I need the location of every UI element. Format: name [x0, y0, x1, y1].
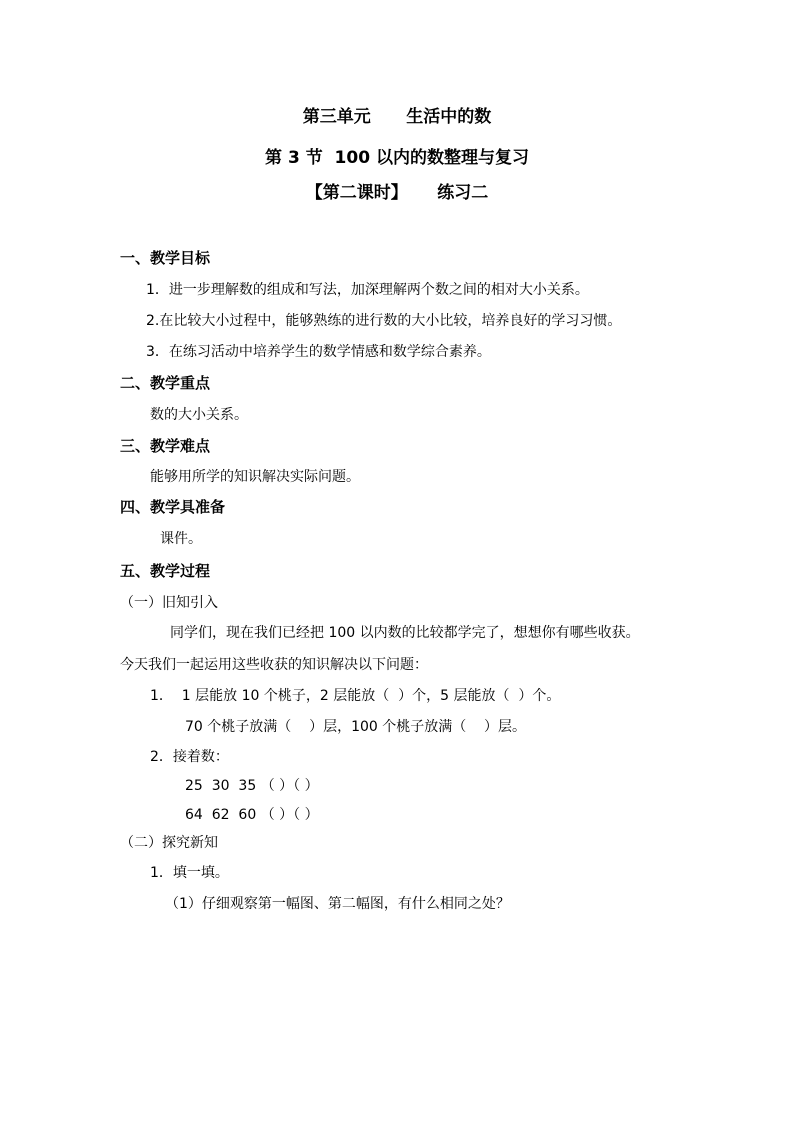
objective-item: 3．在练习活动中培养学生的数学情感和数学综合素养。 — [146, 344, 491, 360]
materials-text: 课件。 — [160, 531, 202, 547]
objective-item: 1．进一步理解数的组成和写法，加深理解两个数之间的相对大小关系。 — [146, 282, 589, 298]
question-1-line: 1． 1 层能放 10 个桃子，2 层能放（ ）个，5 层能放（ ）个。 — [150, 688, 561, 704]
key-points-heading: 二、教学重点 — [120, 374, 211, 392]
question-2-label: 2．接着数： — [150, 749, 229, 765]
process-part2-item: 1．填一填。 — [150, 865, 229, 881]
process-intro-line: 同学们，现在我们已经把 100 以内数的比较都学完了，想想你有哪些收获。 — [170, 625, 640, 641]
process-intro-line: 今天我们一起运用这些收获的知识解决以下问题： — [120, 657, 428, 673]
number-sequence: 25 30 35 （ ）（ ） — [185, 778, 319, 794]
number-sequence: 64 62 60 （ ）（ ） — [185, 807, 319, 823]
process-part2-label: （二）探究新知 — [120, 835, 218, 851]
lesson-title: 【第二课时】 练习二 — [305, 183, 489, 203]
section-title: 第 3 节 100 以内的数整理与复习 — [265, 148, 529, 168]
process-part2-subitem: （1）仔细观察第一幅图、第二幅图，有什么相同之处？ — [165, 896, 510, 912]
materials-heading: 四、教学具准备 — [120, 498, 226, 516]
process-heading: 五、教学过程 — [120, 562, 211, 580]
key-points-text: 数的大小关系。 — [150, 407, 248, 423]
objective-item: 2.在比较大小过程中，能够熟练的进行数的大小比较，培养良好的学习习惯。 — [146, 313, 622, 329]
objectives-heading: 一、教学目标 — [120, 249, 211, 267]
process-part1-label: （一）旧知引入 — [120, 595, 218, 611]
question-1-line: 70 个桃子放满（ ）层，100 个桃子放满（ ）层。 — [185, 719, 527, 735]
difficulties-heading: 三、教学难点 — [120, 437, 211, 455]
difficulties-text: 能够用所学的知识解决实际问题。 — [150, 469, 360, 485]
unit-title: 第三单元 生活中的数 — [302, 107, 492, 127]
